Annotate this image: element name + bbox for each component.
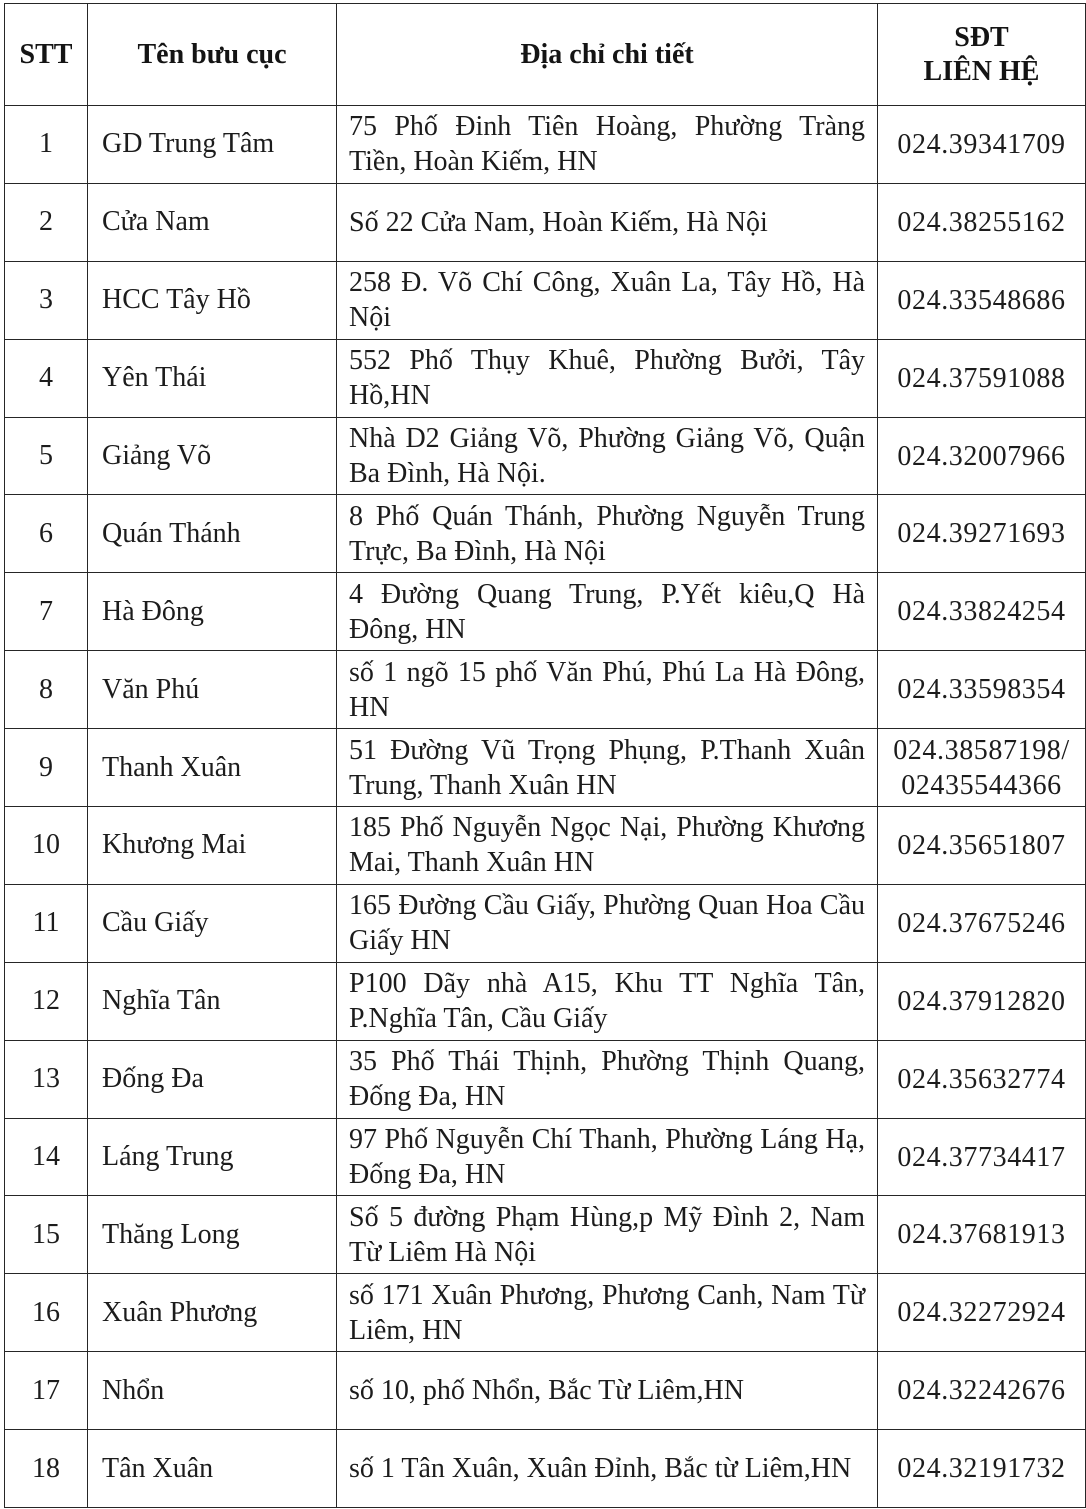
header-row — [5, 4, 1086, 106]
address-cell: số 10, phố Nhổn, Bắc Từ Liêm,HN — [337, 1352, 878, 1430]
phone-cell — [878, 1352, 1086, 1430]
address-cell: 8 Phố Quán Thánh, Phường Nguyễn Trung Trực, Ba Đình, Hà Nội — [337, 495, 878, 573]
phone-cell — [878, 729, 1086, 807]
table-row — [5, 651, 1086, 729]
address-cell: P100 Dãy nhà A15, Khu TT Nghĩa Tân, P.Nghĩa Tân, Cầu Giấy — [337, 962, 878, 1040]
address-cell: số 1 Tân Xuân, Xuân Đỉnh, Bắc từ Liêm,HN — [337, 1430, 878, 1508]
post-office-name-cell: Nghĩa Tân — [88, 962, 337, 1040]
header-stt: STT — [5, 4, 88, 106]
address-cell: 75 Phố Đinh Tiên Hoàng, Phường Tràng Tiền, Hoàn Kiếm, HN — [337, 106, 878, 184]
post-office-name-cell: Hà Đông — [88, 573, 337, 651]
phone-number: 024.38255162 — [897, 206, 1066, 238]
phone-number: 024.35632774 — [897, 1063, 1066, 1095]
header-phone-line1: SĐT — [954, 21, 1009, 53]
header-phone-line2: LIÊN HỆ — [923, 55, 1040, 87]
phone-cell — [878, 1430, 1086, 1508]
header-name: Tên bưu cục — [88, 4, 337, 106]
post-office-name-cell: Văn Phú — [88, 651, 337, 729]
phone-cell — [878, 495, 1086, 573]
table-row — [5, 1196, 1086, 1274]
phone-cell — [878, 651, 1086, 729]
phone-cell — [878, 106, 1086, 184]
header-phone — [878, 4, 1086, 106]
stt-cell: 17 — [5, 1352, 88, 1430]
phone-number: 024.35651807 — [897, 829, 1066, 861]
stt-cell: 12 — [5, 962, 88, 1040]
stt-cell: 14 — [5, 1118, 88, 1196]
phone-cell — [878, 1196, 1086, 1274]
table-header — [5, 4, 1086, 106]
phone-cell — [878, 1274, 1086, 1352]
stt-cell: 15 — [5, 1196, 88, 1274]
address-cell: 97 Phố Nguyễn Chí Thanh, Phường Láng Hạ, Đống Đa, HN — [337, 1118, 878, 1196]
stt-cell: 5 — [5, 417, 88, 495]
table-row — [5, 807, 1086, 885]
phone-cell — [878, 884, 1086, 962]
address-cell: Số 5 đường Phạm Hùng,p Mỹ Đình 2, Nam Từ Liêm Hà Nội — [337, 1196, 878, 1274]
phone-cell — [878, 1040, 1086, 1118]
post-office-name-cell: Yên Thái — [88, 339, 337, 417]
table-row — [5, 1430, 1086, 1508]
address-cell: Nhà D2 Giảng Võ, Phường Giảng Võ, Quận Ba Đình, Hà Nội. — [337, 417, 878, 495]
address-cell: 165 Đường Cầu Giấy, Phường Quan Hoa Cầu Giấy HN — [337, 884, 878, 962]
post-office-name-cell: Tân Xuân — [88, 1430, 337, 1508]
table-row — [5, 729, 1086, 807]
stt-cell: 10 — [5, 807, 88, 885]
table-row — [5, 1040, 1086, 1118]
post-office-name-cell: Khương Mai — [88, 807, 337, 885]
phone-number: 024.32007966 — [897, 440, 1066, 472]
phone-number: 024.39341709 — [897, 128, 1066, 160]
phone-number: 024.32242676 — [897, 1375, 1066, 1407]
table-row — [5, 339, 1086, 417]
phone-number: 024.32272924 — [897, 1297, 1066, 1329]
stt-cell: 8 — [5, 651, 88, 729]
phone-number: 024.37675246 — [897, 907, 1066, 939]
table-row — [5, 1352, 1086, 1430]
post-office-name-cell: Đống Đa — [88, 1040, 337, 1118]
phone-number: 024.37681913 — [897, 1219, 1066, 1251]
address-cell: 185 Phố Nguyễn Ngọc Nại, Phường Khương Mai, Thanh Xuân HN — [337, 807, 878, 885]
post-office-name-cell: GD Trung Tâm — [88, 106, 337, 184]
table-row — [5, 261, 1086, 339]
phone-number: 024.39271693 — [897, 518, 1066, 550]
phone-cell — [878, 1118, 1086, 1196]
table-row — [5, 962, 1086, 1040]
stt-cell: 1 — [5, 106, 88, 184]
phone-cell — [878, 417, 1086, 495]
phone-cell — [878, 962, 1086, 1040]
stt-cell: 11 — [5, 884, 88, 962]
phone-number: 024.38587198/ — [893, 734, 1070, 766]
stt-cell: 2 — [5, 183, 88, 261]
table-body — [5, 106, 1086, 1508]
address-cell: 258 Đ. Võ Chí Công, Xuân La, Tây Hồ, Hà Nội — [337, 261, 878, 339]
phone-cell — [878, 183, 1086, 261]
address-cell: 35 Phố Thái Thịnh, Phường Thịnh Quang, Đống Đa, HN — [337, 1040, 878, 1118]
stt-cell: 16 — [5, 1274, 88, 1352]
post-office-name-cell: Láng Trung — [88, 1118, 337, 1196]
stt-cell: 7 — [5, 573, 88, 651]
address-cell: 4 Đường Quang Trung, P.Yết kiêu,Q Hà Đông, HN — [337, 573, 878, 651]
post-office-name-cell: Cầu Giấy — [88, 884, 337, 962]
post-office-name-cell: Nhổn — [88, 1352, 337, 1430]
address-cell: 552 Phố Thụy Khuê, Phường Bưởi, Tây Hồ,HN — [337, 339, 878, 417]
address-cell: số 1 ngõ 15 phố Văn Phú, Phú La Hà Đông, HN — [337, 651, 878, 729]
table-row — [5, 884, 1086, 962]
phone-cell — [878, 573, 1086, 651]
phone-cell — [878, 807, 1086, 885]
post-office-name-cell: Giảng Võ — [88, 417, 337, 495]
phone-number-secondary: 02435544366 — [901, 769, 1062, 801]
address-cell: 51 Đường Vũ Trọng Phụng, P.Thanh Xuân Trung, Thanh Xuân HN — [337, 729, 878, 807]
table-row — [5, 1274, 1086, 1352]
post-office-name-cell: Xuân Phương — [88, 1274, 337, 1352]
phone-number: 024.33598354 — [897, 674, 1066, 706]
phone-number: 024.33824254 — [897, 596, 1066, 628]
header-address: Địa chỉ chi tiết — [337, 4, 878, 106]
address-cell: Số 22 Cửa Nam, Hoàn Kiếm, Hà Nội — [337, 183, 878, 261]
table-row — [5, 417, 1086, 495]
post-office-table — [4, 3, 1086, 1508]
stt-cell: 3 — [5, 261, 88, 339]
address-cell: số 171 Xuân Phương, Phương Canh, Nam Từ Liêm, HN — [337, 1274, 878, 1352]
post-office-name-cell: Thăng Long — [88, 1196, 337, 1274]
stt-cell: 6 — [5, 495, 88, 573]
phone-number: 024.37734417 — [897, 1141, 1066, 1173]
phone-number: 024.37591088 — [897, 362, 1066, 394]
table-row — [5, 495, 1086, 573]
table-row — [5, 106, 1086, 184]
post-office-name-cell: Thanh Xuân — [88, 729, 337, 807]
stt-cell: 13 — [5, 1040, 88, 1118]
phone-cell — [878, 339, 1086, 417]
post-office-name-cell: Cửa Nam — [88, 183, 337, 261]
phone-number: 024.37912820 — [897, 985, 1066, 1017]
phone-cell — [878, 261, 1086, 339]
phone-number: 024.32191732 — [897, 1453, 1066, 1485]
post-office-name-cell: Quán Thánh — [88, 495, 337, 573]
stt-cell: 4 — [5, 339, 88, 417]
table-row — [5, 573, 1086, 651]
table-row — [5, 1118, 1086, 1196]
post-office-name-cell: HCC Tây Hồ — [88, 261, 337, 339]
stt-cell: 9 — [5, 729, 88, 807]
stt-cell: 18 — [5, 1430, 88, 1508]
phone-number: 024.33548686 — [897, 284, 1066, 316]
table-row — [5, 183, 1086, 261]
